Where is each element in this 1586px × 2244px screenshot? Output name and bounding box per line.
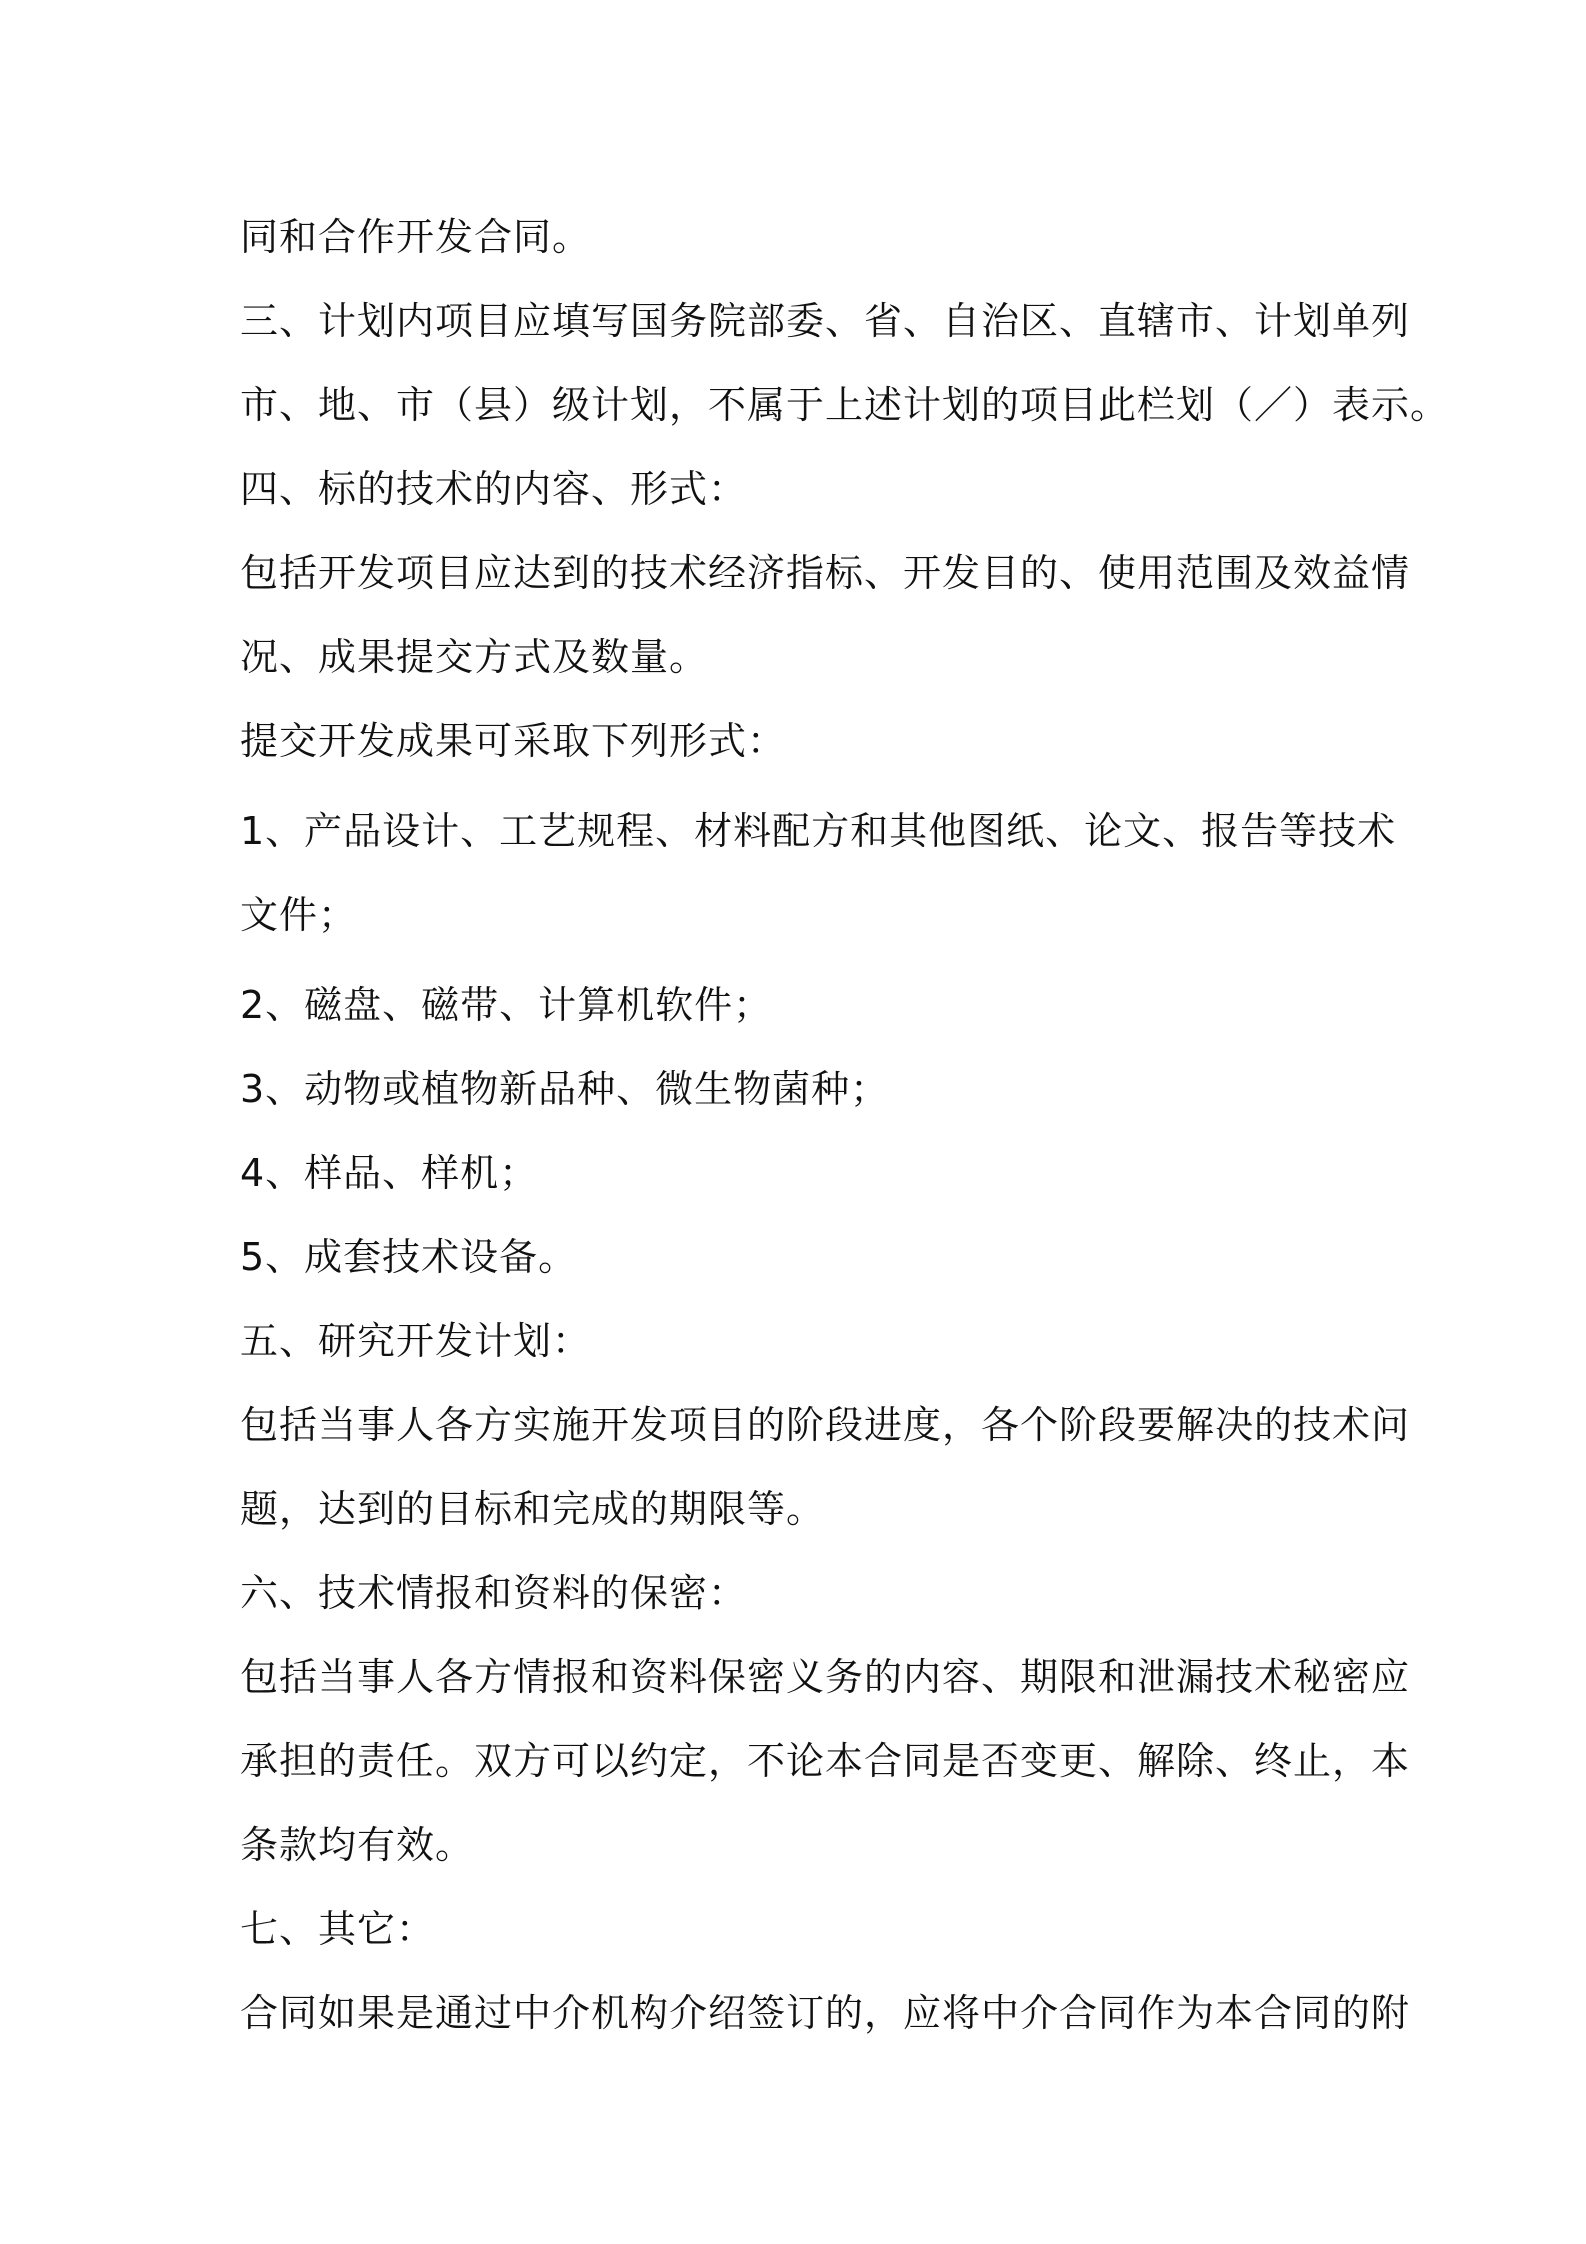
list-item-1-continued: 文件； (240, 893, 358, 937)
text-line: 包括开发项目应达到的技术经济指标、开发目的、使用范围及效益情 (240, 551, 1411, 595)
text-line: 合同如果是通过中介机构介绍签订的，应将中介合同作为本合同的附 (240, 1991, 1411, 2035)
section-heading-6: 六、技术情报和资料的保密： (240, 1571, 748, 1615)
text-line: 条款均有效。 (240, 1823, 475, 1867)
section-heading-5: 五、研究开发计划： (240, 1319, 592, 1363)
section-heading-3-line: 三、计划内项目应填写国务院部委、省、自治区、直辖市、计划单列 (240, 299, 1411, 343)
text-line: 况、成果提交方式及数量。 (240, 635, 709, 679)
document-body (240, 195, 1450, 2055)
list-item-1: 1、产品设计、工艺规程、材料配方和其他图纸、论文、报告等技术 (240, 809, 1397, 853)
list-item-5: 5、成套技术设备。 (240, 1235, 578, 1279)
text-line: 包括当事人各方情报和资料保密义务的内容、期限和泄漏技术秘密应 (240, 1655, 1411, 1699)
text-line: 包括当事人各方实施开发项目的阶段进度，各个阶段要解决的技术问 (240, 1403, 1411, 1447)
section-heading-7: 七、其它： (240, 1907, 436, 1951)
list-item-3: 3、动物或植物新品种、微生物菌种； (240, 1067, 890, 1111)
text-line: 承担的责任。双方可以约定，不论本合同是否变更、解除、终止，本 (240, 1739, 1411, 1783)
text-line: 同和合作开发合同。 (240, 215, 592, 259)
list-item-4: 4、样品、样机； (240, 1151, 539, 1195)
text-line: 提交开发成果可采取下列形式： (240, 719, 787, 763)
text-line: 市、地、市（县）级计划，不属于上述计划的项目此栏划（／）表示。 (240, 383, 1450, 427)
list-item-2: 2、磁盘、磁带、计算机软件； (240, 983, 773, 1027)
section-heading-4: 四、标的技术的内容、形式： (240, 467, 748, 511)
text-line: 题，达到的目标和完成的期限等。 (240, 1487, 826, 1531)
